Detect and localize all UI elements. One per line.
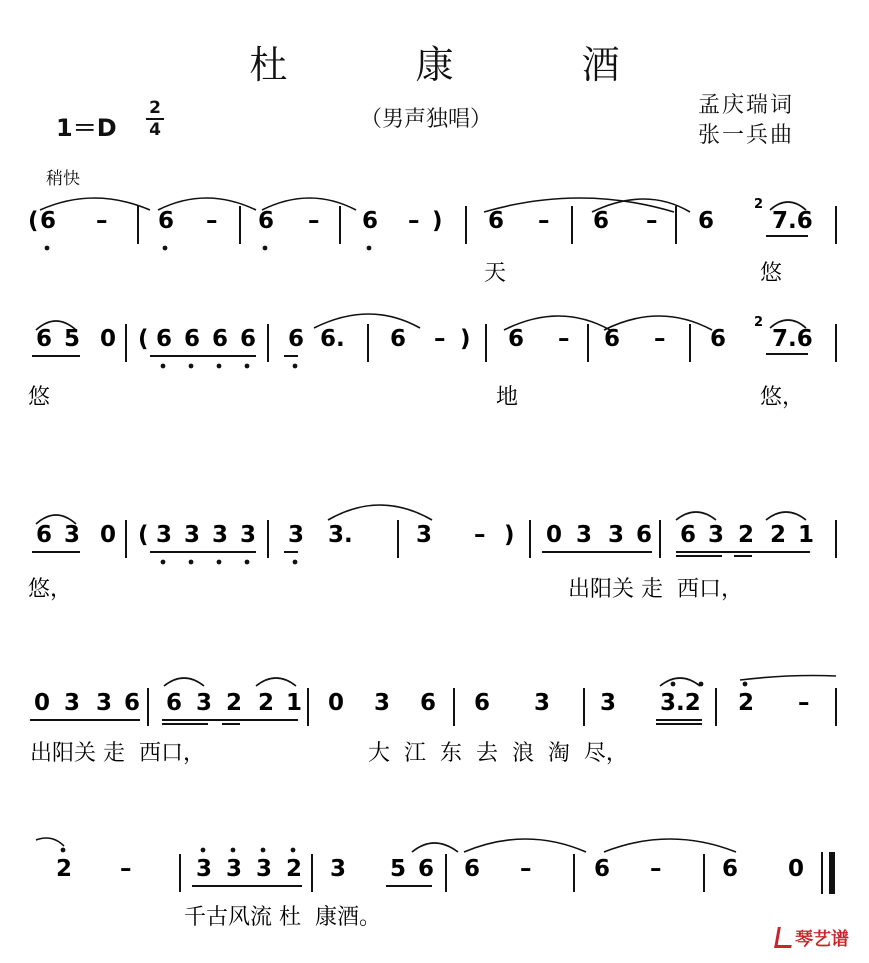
grace-note: 2 — [754, 197, 764, 212]
note: 2 — [738, 690, 755, 716]
note: 5 — [390, 856, 407, 882]
note: 3 — [256, 856, 273, 882]
note: 3. — [328, 522, 353, 548]
note: 6. — [320, 326, 345, 352]
note: – — [474, 522, 486, 548]
note: 2 — [258, 690, 275, 716]
note: 5 — [64, 326, 81, 352]
note: 3 — [184, 522, 201, 548]
note: – — [654, 326, 666, 352]
performance-note: （男声独唱） — [360, 107, 493, 132]
note: – — [798, 690, 810, 716]
lyric-line: 悠， — [28, 577, 73, 602]
note: 6 — [604, 326, 621, 352]
note: 6 — [464, 856, 481, 882]
lyricist-credit: 孟庆瑞词 — [698, 93, 795, 118]
note: 6 — [698, 208, 715, 234]
note: 6 — [636, 522, 653, 548]
note: 6 — [722, 856, 739, 882]
note: 6 — [680, 522, 697, 548]
note: 3 — [226, 856, 243, 882]
note: 1 — [286, 690, 303, 716]
site-watermark — [776, 925, 849, 951]
note: 6 — [158, 208, 175, 234]
lyric-line: 天 — [484, 261, 507, 286]
note: 0 — [100, 522, 117, 548]
note: – — [96, 208, 108, 234]
note: 0 — [546, 522, 563, 548]
logo-icon — [774, 927, 795, 948]
note: – — [650, 856, 662, 882]
note: 6 — [288, 326, 305, 352]
note: 3 — [240, 522, 257, 548]
note: 0 — [788, 856, 805, 882]
note: 3 — [212, 522, 229, 548]
note: 6 — [474, 690, 491, 716]
note: 2 — [770, 522, 787, 548]
key-signature: 1＝D — [56, 114, 117, 142]
watermark-text: 琴艺谱 — [795, 929, 849, 950]
note: ( — [138, 326, 149, 352]
note: – — [646, 208, 658, 234]
note: ( — [138, 522, 149, 548]
note: 6 — [184, 326, 201, 352]
note: 6 — [40, 208, 57, 234]
note: – — [434, 326, 446, 352]
note: 3 — [330, 856, 347, 882]
composer-credit: 张一兵曲 — [698, 123, 795, 148]
note: 3 — [600, 690, 617, 716]
note: 6 — [36, 522, 53, 548]
note: 2 — [286, 856, 303, 882]
note: 2 — [56, 856, 73, 882]
note: 3 — [534, 690, 551, 716]
note: 0 — [34, 690, 51, 716]
lyric-line: 出阳关 走 西口， — [30, 741, 205, 766]
note: 0 — [328, 690, 345, 716]
tempo-marking: 稍快 — [46, 169, 80, 189]
note: – — [308, 208, 320, 234]
note: 0 — [100, 326, 117, 352]
note: – — [120, 856, 132, 882]
note: 1 — [798, 522, 815, 548]
note: 3 — [64, 690, 81, 716]
lyric-line: 千古风流 杜 康酒。 — [184, 905, 381, 930]
note: – — [558, 326, 570, 352]
note: 3 — [416, 522, 433, 548]
lyric-line: 悠 — [760, 261, 783, 286]
note: 3 — [576, 522, 593, 548]
notes-layer — [28, 197, 814, 882]
note: ) — [460, 326, 471, 352]
note: – — [520, 856, 532, 882]
note: 3 — [196, 690, 213, 716]
note: 6 — [390, 326, 407, 352]
note: 6 — [258, 208, 275, 234]
note: – — [538, 208, 550, 234]
note: 3 — [196, 856, 213, 882]
note: 6 — [166, 690, 183, 716]
note: ( — [28, 208, 39, 234]
note: – — [408, 208, 420, 234]
note: 6 — [124, 690, 141, 716]
note: 3 — [608, 522, 625, 548]
note: 3 — [156, 522, 173, 548]
note: 6 — [710, 326, 727, 352]
note: 3 — [64, 522, 81, 548]
note: 3 — [288, 522, 305, 548]
note: 6 — [488, 208, 505, 234]
lyrics-layer — [28, 261, 804, 930]
lyric-line: 悠 — [28, 385, 51, 410]
note: 6 — [212, 326, 229, 352]
lyric-line: 大 江 东 去 浪 淘 尽， — [368, 741, 628, 766]
note: 6 — [508, 326, 525, 352]
note: 6 — [36, 326, 53, 352]
grace-note: 2 — [754, 315, 764, 330]
note: 2 — [226, 690, 243, 716]
note: 3.2 — [660, 690, 701, 716]
note: 2 — [738, 522, 755, 548]
note: 6 — [420, 690, 437, 716]
note: 6 — [362, 208, 379, 234]
note: 3 — [374, 690, 391, 716]
time-signature-bottom: 4 — [149, 120, 161, 140]
note: 3 — [708, 522, 725, 548]
note: ) — [504, 522, 515, 548]
note: 6 — [240, 326, 257, 352]
note: – — [206, 208, 218, 234]
note: 6 — [418, 856, 435, 882]
note: 7.6 — [772, 326, 813, 352]
note: 3 — [96, 690, 113, 716]
lyric-line: 地 — [496, 385, 519, 410]
note: 7.6 — [772, 208, 813, 234]
song-title: 杜 康 酒 — [249, 43, 678, 87]
lyric-line: 悠， — [760, 385, 805, 410]
note: 6 — [593, 208, 610, 234]
note: ) — [432, 208, 443, 234]
note: 6 — [594, 856, 611, 882]
time-signature-top: 2 — [149, 98, 161, 118]
note: 6 — [156, 326, 173, 352]
lyric-line: 出阳关 走 西口， — [568, 577, 743, 602]
